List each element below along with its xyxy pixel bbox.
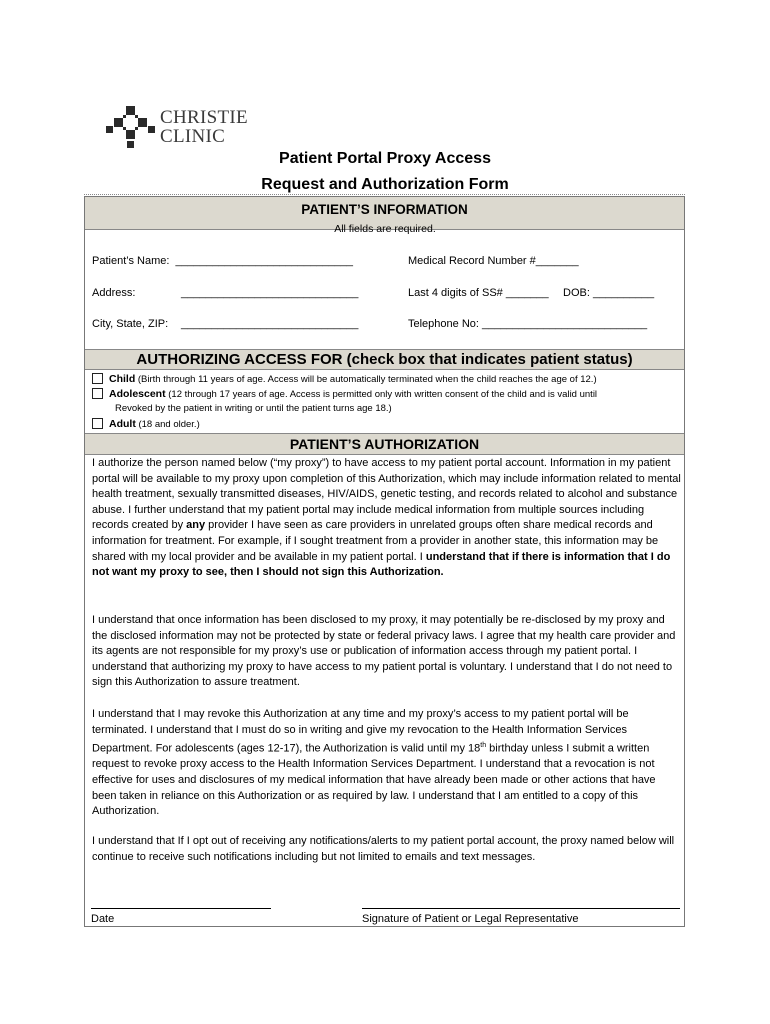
authorizing-access-header: AUTHORIZING ACCESS FOR (check box that indicates patient status) (85, 349, 684, 370)
patient-authorization-header: PATIENT’S AUTHORIZATION (85, 433, 684, 455)
child-description: (Birth through 11 years of age. Access will be automatically terminated when the child reaches the age of 12.) (135, 374, 597, 385)
authorization-paragraph-2: I understand that once information has been disclosed to my proxy, it may potentially be re-disclosed by my proxy and the disclosed information may not be protected by state or federal privacy laws. I agree that my health care provider and its agents are not responsible for my proxy’s use or publication of information access through my patient portal. I understand that authorizing my proxy to have access to my patient portal is voluntary. I understand that I do not need to sign this Authorization to assure treatment. (92, 614, 676, 689)
city-state-zip-field[interactable]: _____________________________ (181, 318, 359, 330)
authorization-paragraph-4: I understand that If I opt out of receiving any notifications/alerts to my patient portal account, the proxy named below will continue to receive such notifications including but not limited to emails and text messages. (92, 835, 675, 863)
form-title-line-1: Patient Portal Proxy Access (279, 150, 491, 167)
logo-line-2: CLINIC (160, 126, 226, 147)
adolescent-label: Adolescent (109, 388, 166, 400)
form-container (84, 196, 685, 927)
authorization-paragraph-1: I authorize the person named below (“my proxy”) to have access to my patient portal account. Information in my patient portal will be available to my proxy upon completion of this Authorization, which may include information related to mental health treatment, sexually transmitted diseases, HIV/AIDS, genetic testing, and records related to alcohol and substance abuse. I further understand that my patient portal may include medical information from multiple sources including records created by any provider I have seen as care providers in unrelated groups often share medical records and information for treatment. For example, if I sought treatment from a provider in another state, this information may be shared with my local provider and be available in my patient portal. I understand that if there is information that I do not want my proxy to see, then I should not sign this Authorization. (92, 457, 681, 579)
address-field[interactable]: _____________________________ (181, 287, 359, 299)
child-checkbox[interactable] (92, 373, 103, 384)
date-line[interactable] (91, 908, 271, 909)
signature-label: Signature of Patient or Legal Representative (362, 913, 579, 925)
adult-option[interactable] (92, 418, 200, 430)
city-state-zip-label: City, State, ZIP: (92, 318, 169, 330)
child-label: Child (109, 373, 136, 385)
child-option[interactable] (92, 373, 597, 385)
form-title-line-2: Request and Authorization Form (261, 176, 509, 193)
christie-clinic-logo (106, 106, 266, 150)
patient-name-field[interactable]: Patient’s Name: _____________________________ (92, 255, 353, 267)
adolescent-description-cont: Revoked by the patient in writing or until the patient turns age 18.) (115, 403, 392, 414)
adult-checkbox[interactable] (92, 418, 103, 429)
ss-last4-field[interactable]: Last 4 digits of SS# _______ (408, 287, 549, 299)
authorization-paragraph-3: I understand that I may revoke this Authorization at any time and my proxy’s access to my patient portal will be terminated. I understand that I must do so in writing and give my revocation to the Health Information Services Department. For adolescents (ages 12-17), the Authorization is valid until my 18th birthday unless I submit a written request to revoke proxy access to the Health Information Services Department. I understand that a revocation is not effective for uses and disclosures of my medical information that have already been made or other actions that have been taken in reliance on this Authorization or as required by law. I understand that I am entitled to a copy of this Authorization. (92, 708, 656, 818)
adolescent-option[interactable] (92, 388, 597, 400)
telephone-field[interactable]: Telephone No: ___________________________ (408, 318, 648, 330)
adult-description: (18 and older.) (135, 419, 200, 430)
adolescent-description: (12 through 17 years of age. Access is permitted only with written consent of the child and is valid until (165, 389, 598, 400)
patient-info-subheader: All fields are required. (334, 223, 436, 235)
adult-label: Adult (109, 418, 136, 430)
patient-info-title: PATIENT’S INFORMATION (301, 202, 468, 217)
address-label: Address: (92, 287, 136, 299)
date-label: Date (91, 913, 115, 925)
title-divider (84, 194, 685, 195)
logo-line-1: CHRISTIE (160, 107, 248, 128)
signature-line[interactable] (362, 908, 680, 909)
clinic-cross-icon (106, 106, 158, 150)
medical-record-number-field[interactable]: Medical Record Number #_______ (408, 255, 579, 267)
dob-field[interactable]: DOB: __________ (563, 287, 655, 299)
adolescent-checkbox[interactable] (92, 388, 103, 399)
